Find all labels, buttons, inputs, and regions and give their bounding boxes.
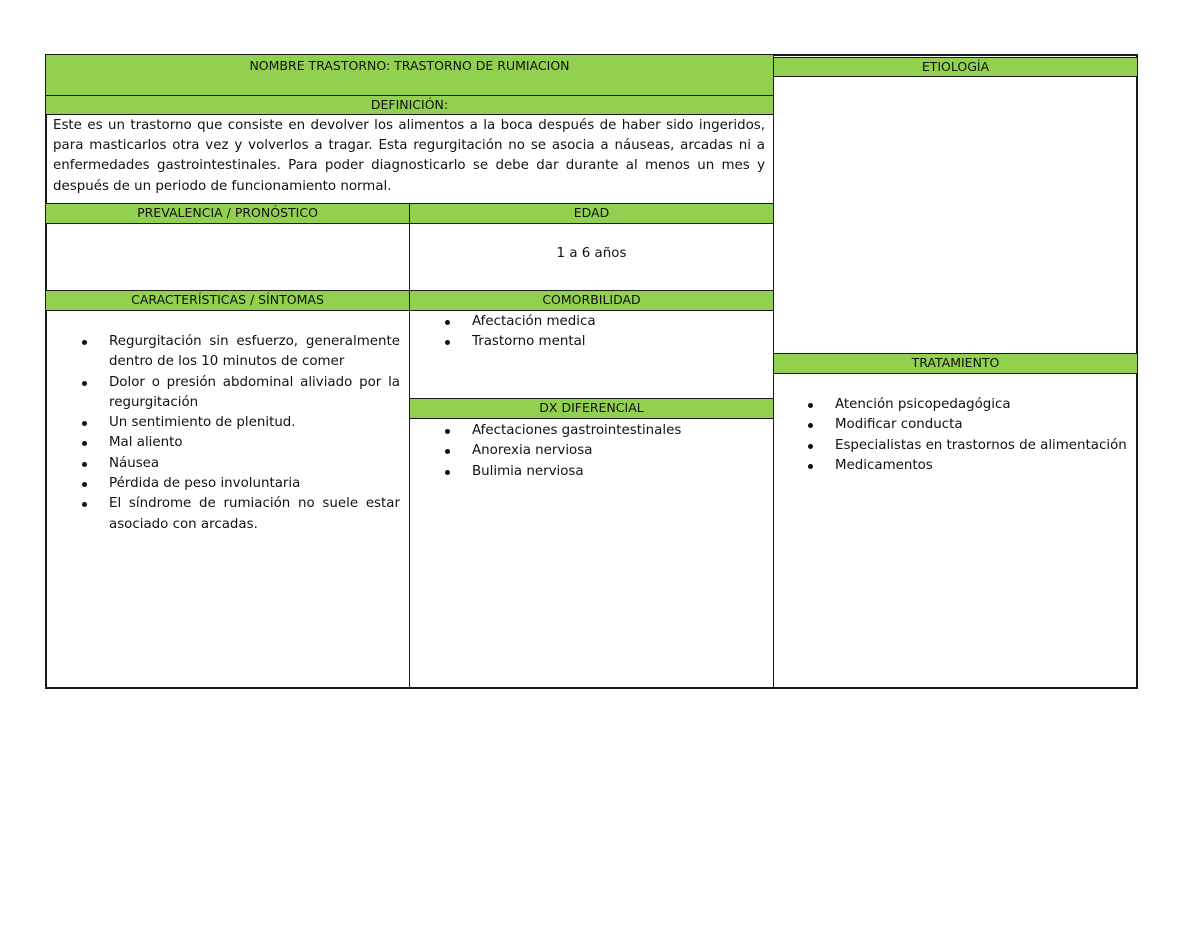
list-item: Náusea	[82, 454, 400, 474]
dx-diferencial-label: DX DIFERENCIAL	[539, 400, 644, 415]
title-header	[45, 54, 774, 96]
tratamiento-list	[808, 395, 1133, 476]
edad-value: 1 a 6 años	[556, 246, 627, 261]
list-item: Medicamentos	[808, 456, 1133, 476]
definicion-header	[45, 95, 774, 115]
etiologia-header	[773, 57, 1138, 77]
list-item: Anorexia nerviosa	[445, 441, 765, 461]
list-item: Pérdida de peso involuntaria	[82, 474, 400, 494]
page-title: NOMBRE TRASTORNO: TRASTORNO DE RUMIACION	[249, 58, 570, 73]
list-item: Dolor o presión abdominal aliviado por la regurgitación	[82, 373, 400, 414]
definicion-text: Este es un trastorno que consiste en devolver los alimentos a la boca después de haber sido ingeridos, para masticarlos otra vez y volverlos a tragar. Esta regurgitación no se asocia a náuseas, arcadas ni a enfermedades gastrointestinales. Para poder diagnosticarlo se debe dar durante al menos un mes y después de un periodo de funcionamiento normal.	[53, 118, 765, 194]
comorbilidad-header	[409, 290, 774, 311]
caracteristicas-label: CARACTERÍSTICAS / SÍNTOMAS	[131, 292, 324, 307]
list-item: Mal aliento	[82, 433, 400, 453]
dx-diferencial-header	[409, 398, 774, 419]
list-item: Afectaciones gastrointestinales	[445, 421, 765, 441]
list-item: Modificar conducta	[808, 415, 1133, 435]
list-item: Un sentimiento de plenitud.	[82, 413, 400, 433]
list-item: Atención psicopedagógica	[808, 395, 1133, 415]
tratamiento-header	[773, 353, 1138, 374]
list-item: Afectación medica	[445, 312, 765, 332]
prevalencia-header	[45, 203, 410, 224]
edad-label: EDAD	[573, 205, 610, 220]
definicion-label: DEFINICIÓN:	[370, 97, 449, 112]
tratamiento-label: TRATAMIENTO	[911, 355, 1000, 370]
list-item: Trastorno mental	[445, 332, 765, 352]
caracteristicas-list	[82, 332, 400, 535]
list-item: Regurgitación sin esfuerzo, generalmente dentro de los 10 minutos de comer	[82, 332, 400, 373]
caracteristicas-header	[45, 290, 410, 311]
comorbilidad-label: COMORBILIDAD	[542, 292, 641, 307]
list-item: Bulimia nerviosa	[445, 462, 765, 482]
middle-column-divider	[409, 203, 410, 689]
edad-header	[409, 203, 774, 224]
list-item: Especialistas en trastornos de alimentación	[808, 436, 1133, 456]
list-item: El síndrome de rumiación no suele estar asociado con arcadas.	[82, 494, 400, 535]
dx-diferencial-list	[445, 421, 765, 482]
comorbilidad-list	[445, 312, 765, 353]
etiologia-label: ETIOLOGÍA	[921, 59, 990, 74]
prevalencia-label: PREVALENCIA / PRONÓSTICO	[137, 205, 318, 220]
